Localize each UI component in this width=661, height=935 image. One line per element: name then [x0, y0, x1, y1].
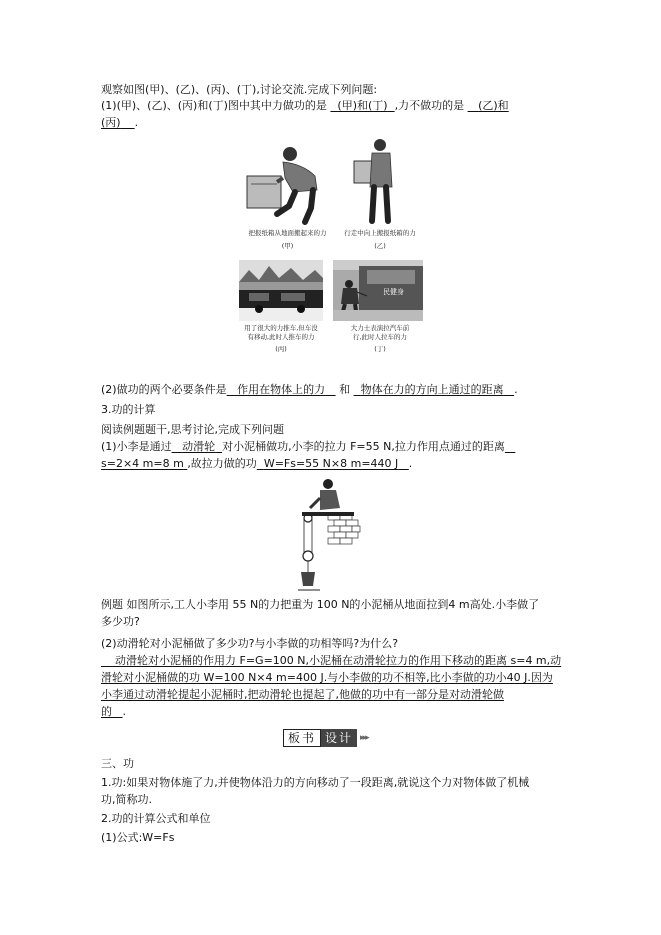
- calc2-a4: [101, 705, 123, 718]
- q1-answer-nowork-b-text: (丙): [101, 116, 121, 129]
- worker-body: [320, 490, 340, 510]
- q2-prefix: (2)做功的两个必要条件是: [101, 383, 227, 396]
- summary-p1a: 1.功:如果对物体施了力,并使物体沿力的方向移动了一段距离,就说这个力对物体做了机械: [101, 776, 530, 789]
- q1-answer-nowork-b: [101, 116, 135, 129]
- intro-text: 观察如图(甲)、(乙)、(丙)、(丁),讨论交流.完成下列问题:: [101, 83, 378, 96]
- figure-ding-photo: [333, 260, 423, 321]
- strongman-head: [345, 280, 353, 288]
- movable-pulley: [303, 551, 313, 561]
- section-3-heading: 3.功的计算: [101, 403, 156, 416]
- figure-bing-caption-2: 有移动,此时人推车的力: [247, 333, 315, 341]
- summary-title: 三、功: [101, 757, 134, 770]
- calc-2-answer-3: 小李通过动滑轮提起小泥桶时,把动滑轮也提起了,他做的功中有一部分是对动滑轮做: [101, 688, 504, 701]
- calc1-g: .: [408, 457, 413, 470]
- person-head: [283, 147, 297, 161]
- q2-answer-1-text: 作用在物体上的力: [237, 383, 326, 396]
- calc-2-question: (2)动滑轮对小泥桶做了多少功?与小李做的功相等吗?为什么?: [101, 637, 399, 650]
- banner-part-b: 设计: [321, 729, 357, 747]
- calc-2-answer-2: 滑轮对小泥桶做的功 W=100 N×4 m=400 J.与小李做的功不相等,比小李做的功小40 J.因为: [101, 671, 553, 684]
- figure-jia-caption: 把报纸箱从地面搬起来的力: [248, 229, 327, 237]
- truck-sign: 民健身: [383, 288, 404, 296]
- banner-part-a: 板书: [283, 729, 321, 747]
- calc1-f: [257, 457, 409, 470]
- paper-box: [247, 176, 281, 208]
- calc2-a1-text: 动滑轮对小泥桶的作用力 F=G=100 N,小泥桶在动滑轮拉力的作用下移动的距离 s=4 m,动: [115, 654, 562, 667]
- q2-middle: 和: [339, 383, 351, 396]
- mud-bucket: [301, 572, 315, 586]
- figure-bing-photo: [239, 260, 323, 321]
- summary-p2: 2.功的计算公式和单位: [101, 812, 211, 825]
- q2-suffix: .: [514, 383, 518, 396]
- calc1-e: ,故拉力做的功: [187, 457, 257, 470]
- calc1-b: [172, 440, 223, 453]
- figure-jia-illustration: [243, 138, 328, 226]
- pulley-figure: [298, 474, 364, 592]
- calc2-a4-end: .: [122, 705, 126, 718]
- q2-answer-2: [354, 383, 515, 396]
- calc-2-answer-1: [101, 653, 561, 669]
- calc1-b-text: 动滑轮: [182, 440, 216, 453]
- example-line-1: 例题 如图所示,工人小李用 55 N的力把重为 100 N的小泥桶从地面拉到4 m高处.小李做了: [101, 598, 540, 611]
- q1-suffix: .: [134, 116, 139, 129]
- board-design-banner: [283, 729, 368, 747]
- example-line-2: 多少功?: [101, 615, 140, 628]
- calc1-d-text: s=2×4 m=8 m: [101, 457, 184, 470]
- question-1-line-2: [101, 115, 138, 131]
- figure-yi-illustration: [350, 135, 400, 227]
- figure-ding-label: (丁): [374, 345, 386, 353]
- q1-answer-nowork-a-text: (乙)和: [478, 99, 509, 112]
- figure-bing-label: (丙): [275, 345, 287, 353]
- figure-yi-label: (乙): [374, 242, 386, 250]
- person-head: [374, 139, 386, 151]
- figure-ding-caption-2: 行,此时人拉车的力: [352, 333, 408, 341]
- read-instruction: 阅读例题题干,思考讨论,完成下列问题: [101, 423, 284, 436]
- banner-arrows-icon: ▸▸▸: [360, 733, 368, 743]
- calc2-a4-text: 的: [101, 705, 112, 718]
- calc-1-line-2: [101, 456, 412, 472]
- worker-head: [323, 479, 333, 489]
- question-1-line: [101, 98, 509, 114]
- q1-answer-nowork-a: [468, 99, 509, 112]
- q1-middle: ,力不做功的是: [394, 99, 465, 112]
- calc1-c-blank: [505, 440, 516, 453]
- question-2-line: [101, 382, 518, 398]
- q1-answer-work: [330, 99, 394, 112]
- figure-jia-label: (甲): [281, 242, 294, 250]
- q2-answer-1: [227, 383, 336, 396]
- calc-1-line-1: [101, 439, 515, 455]
- q2-answer-2-text: 物体在力的方向上通过的距离: [360, 383, 504, 396]
- figure-ding-caption-1: 大力士表演拉汽车前: [350, 324, 410, 332]
- summary-p3: (1)公式:W=Fs: [101, 831, 175, 844]
- calc1-a: (1)小李是通过: [101, 440, 172, 453]
- calc1-c: 对小泥桶做功,小李的拉力 F=55 N,拉力作用点通过的距离: [222, 440, 505, 453]
- figure-bing-caption-1: 用了很大的力推车,但车没: [244, 324, 318, 332]
- q1-answer-work-text: (甲)和(丁): [337, 99, 388, 112]
- calc1-f-text: W=Fs=55 N×8 m=440 J: [263, 457, 399, 470]
- summary-p1b: 功,简称功.: [101, 793, 152, 806]
- calc-2-answer-4: [101, 704, 126, 720]
- person-body: [370, 153, 392, 187]
- brick-wall: [328, 514, 360, 544]
- calc1-d: [101, 457, 187, 470]
- figure-yi-caption: 行走中向上搬报纸箱的力: [344, 229, 416, 237]
- q1-prefix: (1)(甲)、(乙)、(丙)和(丁)图中其中力做功的是: [101, 99, 327, 112]
